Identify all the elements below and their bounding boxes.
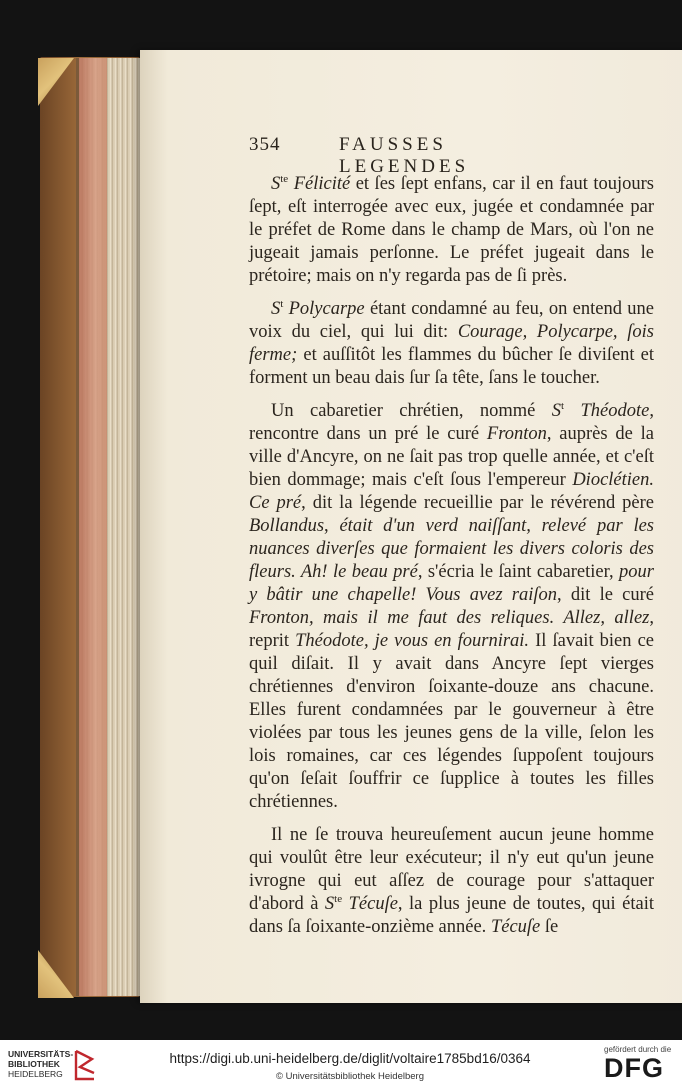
paragraph [249, 824, 654, 939]
italic-text: pour y bâtir une chapelle! Vous avez raiſon [249, 562, 654, 605]
italic-text: S [271, 299, 281, 319]
dfg-caption: gefördert durch die [604, 1045, 672, 1054]
text-run: étant condamné au feu, on entend une voix du ciel, qui lui dit: [249, 299, 654, 342]
text-run: ſe [540, 917, 559, 937]
page-header [249, 134, 569, 177]
library-name-line: BIBLIOTHEK [8, 1059, 60, 1069]
page-edges-red [79, 58, 107, 996]
italic-text: Fronton, mais il me faut des reliques. Allez, allez [249, 608, 650, 628]
text-run: , auprès de la ville d'Ancyre, on ne ſait pas trop quelle année, et c'eſt bien dommage; mais c'eſt ſous l'empereur [249, 424, 654, 490]
italic-text: S [271, 174, 281, 194]
italic-text: Courage, Polycarpe, ſois ferme; [249, 322, 654, 365]
library-name [8, 1049, 73, 1079]
text-run: et ſes ſept enfans, car il en faut toujours ſept, eſt interrogée avec eux, jugée et condamnée par le préfet de Rome dans le champ de Mars, où l'on ne jugeait jamais perſonne. Le préfet jugeait dans le prétoire; mais on n'y regarda pas de ſi près. [249, 174, 654, 286]
library-name-line: HEIDELBERG [8, 1069, 63, 1079]
italic-text: Dioclétien. Ce pré [249, 470, 654, 513]
superscript: te [334, 892, 343, 905]
library-mark-icon [72, 1049, 98, 1083]
library-name-line: UNIVERSITÄTS- [8, 1049, 74, 1059]
superscript: t [280, 297, 284, 310]
italic-text: S [551, 401, 562, 421]
text-run: , reprit [249, 608, 654, 651]
permalink-url[interactable]: https://digi.ub.uni-heidelberg.de/diglit/voltaire1785bd16/0364 [169, 1051, 531, 1066]
text-run: Il ne ſe trouva heureuſement aucun jeune homme qui voulût être leur exécuteur; il n'y eut qu'un jeune ivrogne qui eut aſſez de courage pour s'attaquer d'abord à [249, 825, 654, 914]
text-run: Il ſavait bien ce quil diſait. Il y avait dans Ancyre ſept vierges chrétiennes d'environ ſoixante-douze ans chacune. Elles furent condamnées par le gouverneur à être violées par tous les jeunes gens de la ville, ſelon les lois romaines, car ces légendes ſuppoſent toujours qu'on ſeſait ſouffrir ce ſupplice à toutes les filles chrétiennes. [249, 631, 654, 812]
italic-text: Técuſe [342, 894, 398, 914]
superscript: te [280, 172, 289, 185]
text-run: , la plus jeune de toutes, qui était dans ſa ſoixante-onzième année. [249, 894, 655, 937]
text-run: , dit le curé [557, 585, 654, 605]
italic-text: Bollandus [249, 516, 325, 536]
superscript: t [561, 399, 565, 412]
italic-text: était d'un verd naiſſant, relevé par les nuances diverſes que formaient les divers coloris des fleurs. Ah! le beau pré [249, 516, 654, 582]
text-run: Un cabaretier chrétien, nommé [271, 401, 552, 421]
viewer-footer [0, 1040, 682, 1090]
paragraph [249, 400, 654, 814]
text-run: et auſſitôt les flammes du bûcher ſe diviſent et forment un beau dais ſur ſa tête, ſans le toucher. [249, 345, 654, 388]
text-run: , dit la légende recueillie par le révérend père [301, 493, 654, 513]
running-title: FAUSSES LEGENDES [339, 134, 470, 177]
italic-text: Théodote, je vous en fournirai. [295, 631, 530, 651]
italic-text: Théodote [564, 401, 650, 421]
italic-text: Fronton [486, 424, 547, 444]
italic-text: Técuſe [490, 917, 541, 937]
paragraph [249, 173, 654, 288]
text-run: , [324, 516, 340, 536]
italic-text: Polycarpe [283, 299, 365, 319]
dfg-logo[interactable] [600, 1045, 676, 1085]
text-run: , rencontre dans un pré le curé [249, 401, 654, 444]
paragraph [249, 298, 654, 390]
page-number: 354 [249, 134, 281, 155]
dfg-wordmark: DFG [604, 1053, 664, 1083]
page-body-text [249, 173, 654, 949]
copyright-notice: © Universitätsbibliothek Heidelberg [276, 1071, 424, 1082]
text-run: , s'écria le ſaint cabaretier, [417, 562, 620, 582]
italic-text: Félicité [288, 174, 351, 194]
italic-text: S [324, 894, 335, 914]
